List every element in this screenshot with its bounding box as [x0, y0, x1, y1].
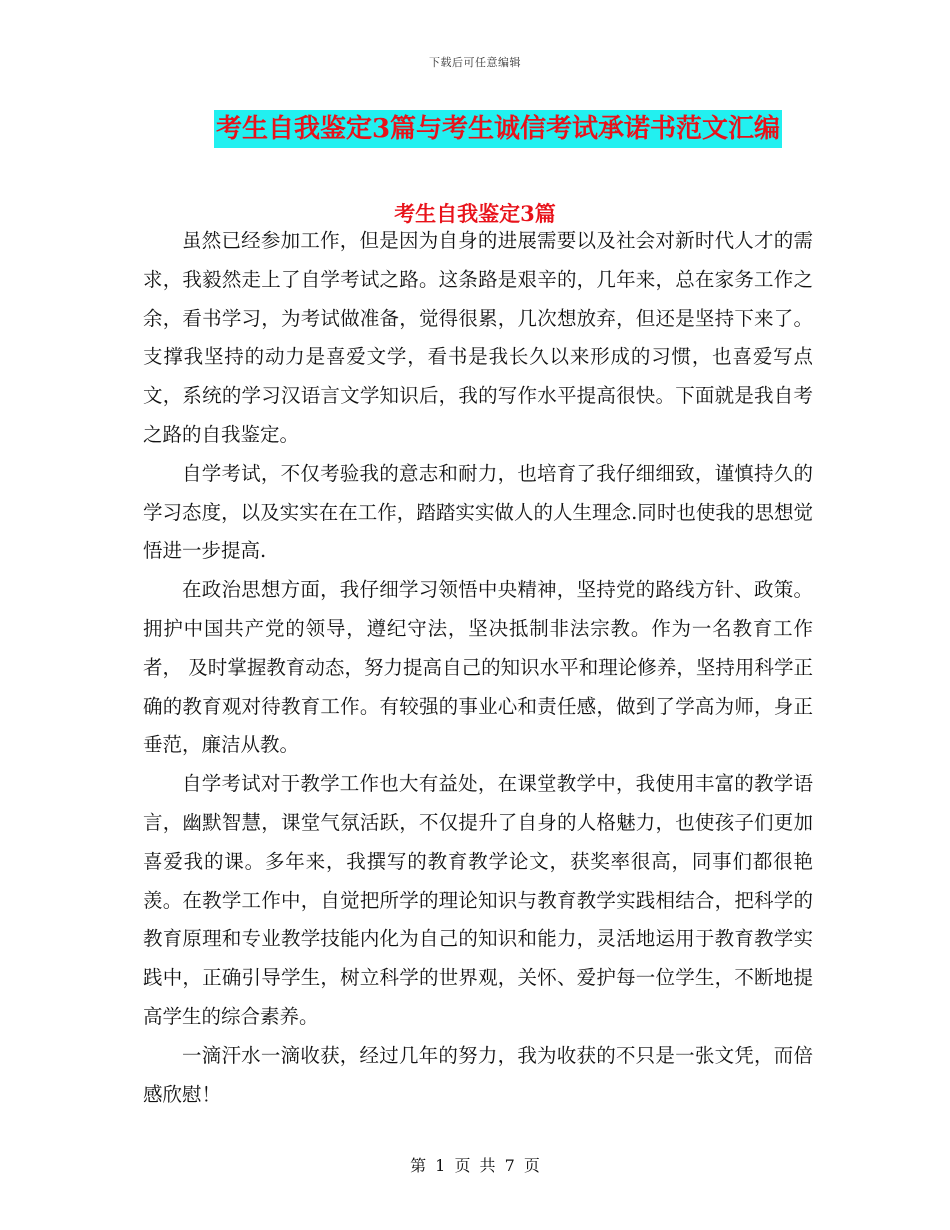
page-number-footer: 第 1 页 共 7 页 — [410, 1156, 540, 1175]
page-header-note: 下载后可任意编辑 — [429, 56, 521, 69]
paragraph-2: 自学考试，不仅考验我的意志和耐力，也培育了我仔细细致，谨慎持久的学习态度，以及实实在在工作，踏踏实实做人的人生理念.同时也使我的思想觉悟进一步提高. — [143, 461, 813, 563]
paragraph-4: 自学考试对于教学工作也大有益处，在课堂教学中，我使用丰富的教学语言，幽默智慧，课堂气氛活跃，不仅提升了自身的人格魅力，也使孩子们更加喜爱我的课。多年来，我撰写的教育教学论文，获奖率很高，同事们都很艳羡。在教学工作中，自觉把所学的理论知识与教育教学实践相结合，把科学的教育原理和专业教学技能内化为自己的知识和能力，灵活地运用于教育教学实践中，正确引导学生，树立科学的世界观，关怀、爱护每一位学生，不断地提高学生的综合素养。 — [143, 772, 813, 1028]
main-title-container — [0, 110, 950, 148]
paragraph-1: 虽然已经参加工作，但是因为自身的进展需要以及社会对新时代人才的需求，我毅然走上了自学考试之路。这条路是艰辛的，几年来，总在家务工作之余，看书学习，为考试做准备，觉得很累，几次想放弃，但还是坚持下来了。支撑我坚持的动力是喜爱文学，看书是我长久以来形成的习惯，也喜爱写点文，系统的学习汉语言文学知识后，我的写作水平提高很快。下面就是我自考之路的自我鉴定。 — [143, 229, 813, 446]
main-title: 考生自我鉴定3篇与考生诚信考试承诺书范文汇编 — [214, 110, 782, 148]
document-body — [143, 222, 813, 1114]
paragraph-3: 在政治思想方面，我仔细学习领悟中央精神，坚持党的路线方针、政策。拥护中国共产党的领导，遵纪守法，坚决抵制非法宗教。作为一名教育工作者， 及时掌握教育动态，努力提高自己的知识水平和理论修养，坚持用科学正确的教育观对待教育工作。有较强的事业心和责任感，做到了学高为师，身正垂范，廉洁从教。 — [143, 578, 813, 757]
paragraph-5: 一滴汗水一滴收获，经过几年的努力，我为收获的不只是一张文凭，而倍感欣慰！ — [143, 1043, 813, 1106]
section-title: 考生自我鉴定3篇 — [394, 201, 556, 226]
